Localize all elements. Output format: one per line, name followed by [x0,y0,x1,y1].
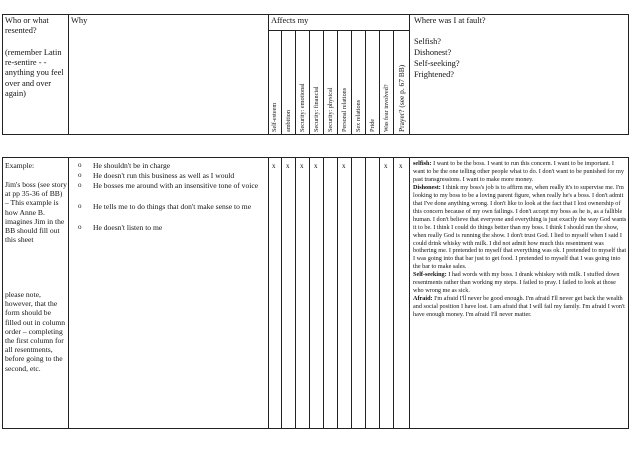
affect-col-line [281,157,282,429]
fault-label: Self-seeking: [413,271,447,279]
fault-option-self-seeking: Self-seeking? [414,59,460,68]
affect-label-security-emotional: Security: emotional [299,83,306,132]
why-item: He tells me to do things that don't make sense to me [93,202,252,211]
affect-label-self-esteem: Self-esteem [271,102,278,132]
column-divider [68,157,69,429]
fault-selfish [413,160,627,184]
mark-security-emotional: x [300,162,304,170]
affect-col-line [295,157,296,429]
affect-label-ambition: ambition [285,110,292,132]
column-divider [628,157,629,429]
fault-option-selfish: Selfish? [414,37,441,46]
fault-text: I'm afraid I'll never be good enough. I'm afraid I'll never get back the wealth and social position I have lost. I am afraid that I will fail my family. I'm afraid I won't have enough money. I'm afraid I'll never matter. [413,295,625,319]
affect-col-line [365,30,366,135]
fault-label: Dishonest: [413,183,441,191]
why-item: He doesn't listen to me [93,223,163,232]
example-label: Example: [5,161,35,170]
example-who-note: please note, however, that the form should be filled out in column order – completing the first column for all resentments, before going to the second, etc. [5,290,66,373]
fault-self-seeking [413,271,627,295]
affect-label-fear: Was fear involved? [383,84,390,132]
fault-text: I want to be the boss. I want to run this concern. I want to be important. I want to be the one telling other people what to do. I don't want to be punished for my past transgressions. I want to make more money. [413,160,624,183]
why-item: He doesn't run this business as well as I would [93,171,235,180]
affects-subheader-line [268,30,409,31]
affect-col-line [309,30,310,135]
fault-option-dishonest: Dishonest? [414,48,452,57]
bullet-icon: o [78,223,82,231]
affect-label-personal-relations: Personal relations [341,87,348,132]
fault-label: Afraid: [413,295,433,303]
fault-afraid [413,295,627,319]
bullet-icon: o [78,171,82,179]
column-divider [68,14,69,135]
affect-label-security-physical: Security: physical [327,87,334,132]
affect-col-line [351,30,352,135]
affect-col-line [337,30,338,135]
fault-text: I think my boss's job is to affirm me, when really it's to supervise me. I'm looking to my boss to be a loving parent figure, when really he's a boss. I don't admit that I've done anything wrong. I don't like to look at the fact that I lost ownership of this concern because of my own failings. I don't accept my boss as he is, as a fallible human. I don't believe that everyone and everything is just exactly the way God wants it to be. I think I could do things better than my boss. I think I should run the show, when really God is running the show. I don't trust God. I lied to myself when I said I could drink whisky with milk. I did not admit how much this resentment was bothering me. I pretended to myself that everything was ok. I pretended to myself that I was going into that bar just to get food. I pretended to myself that I was going into the bar to make sales. [413,183,627,271]
table-border [2,134,628,135]
bullet-icon: o [78,202,82,210]
affects-header: Affects my [271,16,309,25]
why-item: He bosses me around with an insensitive tone of voice [93,181,259,190]
column-divider [2,14,3,135]
column-divider [2,157,3,429]
mark-fear: x [384,162,388,170]
fault-option-frightened: Frightened? [414,70,455,79]
why-header: Why [71,16,88,25]
mark-self-esteem: x [272,162,276,170]
example-who-description: Jim's boss (see story at pp 35-36 of BB) – This example is how Anne B. imagines Jim in the BB should fill out this sheet [5,180,67,245]
column-divider [268,14,269,135]
fault-header: Where was I at fault? [414,16,486,25]
who-header: Who or what resented? [5,16,49,36]
table-border [2,428,628,429]
mark-ambition: x [286,162,290,170]
affect-col-line [351,157,352,429]
affect-col-line [323,157,324,429]
affect-label-pride: Pride [369,118,376,132]
affect-col-line [393,30,394,135]
affect-label-security-financial: Security: financial [313,86,320,132]
affect-col-line [337,157,338,429]
fault-description [413,160,627,319]
affect-col-line [365,157,366,429]
affect-col-line [323,30,324,135]
column-divider [628,14,629,135]
affect-col-line [309,157,310,429]
fault-label: selfish: [413,160,432,167]
column-divider [268,157,269,429]
fault-dishonest [413,184,627,271]
affect-col-line [295,30,296,135]
affect-col-line [379,157,380,429]
affect-label-prayer: Prayer? (see p. 67 BB) [397,64,406,132]
affect-col-line [379,30,380,135]
table-border [2,157,628,158]
mark-personal-relations: x [342,162,346,170]
who-header-note: (remember Latin re-sentire - - anything you feel over and over again) [5,48,64,98]
affect-col-line [393,157,394,429]
table-border [2,14,628,15]
why-item: He shouldn't be in charge [93,161,171,170]
column-divider [409,14,410,135]
bullet-icon: o [78,181,82,189]
bullet-icon: o [78,161,82,169]
fault-text: I had words with my boss. I drank whiskey with milk. I stuffed down resentments rather than working my steps. I failed to pray. I failed to look at those who wrong me as sick. [413,271,620,295]
mark-security-financial: x [314,162,318,170]
affect-col-line [281,30,282,135]
affect-label-sex-relations: Sex relations [355,99,362,132]
mark-prayer: x [399,162,403,170]
column-divider [409,157,410,429]
